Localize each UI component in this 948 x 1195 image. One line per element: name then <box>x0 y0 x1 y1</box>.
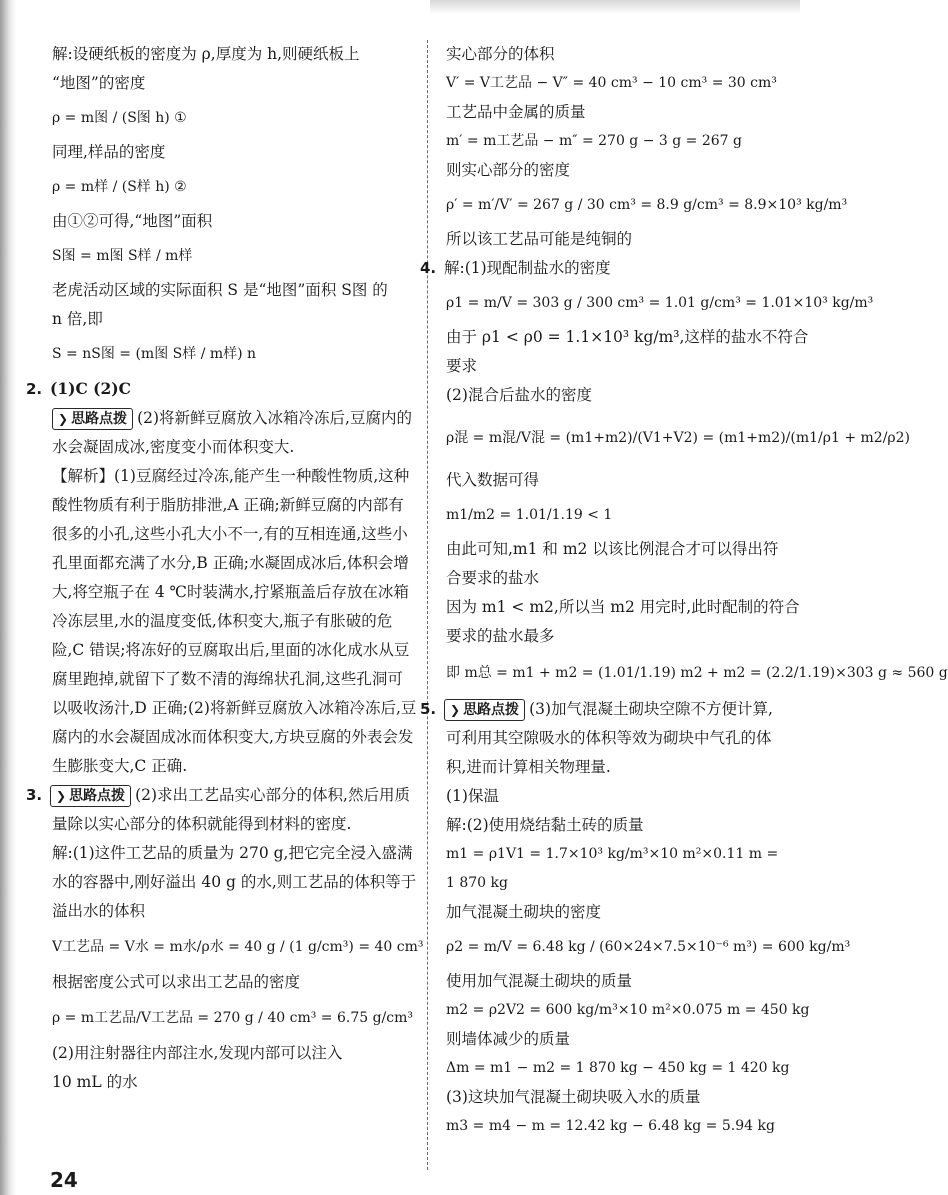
q1-formula: S图 = m图 S样 / m样 <box>52 248 193 264</box>
q5-line: 则墙体减少的质量 <box>446 1030 571 1048</box>
arrow-icon: ❯ <box>56 789 67 803</box>
q1-solution-line: 解:设硬纸板的密度为 ρ,厚度为 h,则硬纸板上 <box>52 45 360 63</box>
q3-text: (2)用注射器往内部注水,发现内部可以注入 <box>52 1044 343 1062</box>
q3-cont-formula: m′ = m工艺品 − m″ = 270 g − 3 g = 267 g <box>446 133 742 149</box>
q4-line: 要求 <box>446 357 478 375</box>
q1-solution-line: 老虎活动区域的实际面积 S 是“地图”面积 S图 的 <box>52 281 388 299</box>
q4-line: 代入数据可得 <box>446 471 540 489</box>
q5-number: 5. <box>420 700 437 718</box>
q5-formula: m3 = m4 − m = 12.42 kg − 6.48 kg = 5.94 kg <box>446 1118 775 1134</box>
q1-formula: ρ = m图 / (S图 h) ① <box>52 110 187 126</box>
q2-answer: 2. (1)C (2)C <box>52 374 417 404</box>
q5-formula: ρ2 = m/V = 6.48 kg / (60×24×7.5×10⁻⁶ m³) = 600 kg/m³ <box>446 939 851 955</box>
q4-line: (2)混合后盐水的密度 <box>446 386 592 404</box>
q1-solution-line: 由①②可得,“地图”面积 <box>52 212 213 230</box>
page-number: 24 <box>50 1168 78 1192</box>
q3-volume-formula: V工艺品 = V水 = m水/ρ水 = 40 g / (1 g/cm³) = 40 cm³ <box>52 939 424 955</box>
q3-solution: 解:(1)这件工艺品的质量为 270 g,把它完全浸入盛满水的容器中,刚好溢出 40 g 的水,则工艺品的体积等于溢出水的体积 <box>52 844 417 920</box>
q4-formula: ρ1 = m/V = 303 g / 300 cm³ = 1.01 g/cm³ = 1.01×10³ kg/m³ <box>446 295 874 311</box>
q5-line: (3)这块加气混凝土砌块吸入水的质量 <box>446 1088 701 1106</box>
q1-solution-line: 同理,样品的密度 <box>52 143 166 161</box>
q5-line: 使用加气混凝土砌块的质量 <box>446 972 633 990</box>
q4-formula: 即 m总 = m1 + m2 = (1.01/1.19) m2 + m2 = (2.2/1.19)×303 g ≈ 560 g <box>446 665 948 681</box>
q3-text: 根据密度公式可以求出工艺品的密度 <box>52 973 301 991</box>
arrow-icon: ❯ <box>58 412 69 426</box>
q1-formula: S = nS图 = (m图 S样 / m样) n <box>52 346 257 362</box>
q1-solution-line: “地图”的密度 <box>52 74 146 92</box>
q5-tip-badge: ❯ 思路点拨 <box>444 699 525 721</box>
q5-line: 加气混凝土砌块的密度 <box>446 903 602 921</box>
q3-hint: 3. ❯ 思路点拨 (2)求出工艺品实心部分的体积,然后用质量除以实心部分的体积就能得到材料的密度. <box>52 781 417 839</box>
q3-text: 10 mL 的水 <box>52 1073 138 1091</box>
q5-formula: 1 870 kg <box>446 875 508 891</box>
q3-density-formula: ρ = m工艺品/V工艺品 = 270 g / 40 cm³ = 6.75 g/cm³ <box>52 1010 413 1026</box>
q3-cont-formula: V′ = V工艺品 − V″ = 40 cm³ − 10 cm³ = 30 cm³ <box>446 75 777 91</box>
q4-line: 由于 ρ1 < ρ0 = 1.1×10³ kg/m³,这样的盐水不符合 <box>446 328 809 346</box>
binding-shadow <box>0 0 16 1195</box>
q4-number: 4. <box>420 259 437 277</box>
q1-solution-line: n 倍,即 <box>52 310 103 328</box>
q4-line: 4. 解:(1)现配制盐水的密度 <box>446 254 786 283</box>
arrow-icon: ❯ <box>450 703 461 717</box>
scan-shadow <box>430 0 800 14</box>
q4-line: 由此可知,m1 和 m2 以该比例混合才可以得出符 <box>446 540 779 558</box>
q2-analysis: 【解析】(1)豆腐经过冷冻,能产生一种酸性物质,这种酸性物质有利于脂肪排泄,A 正确;新鲜豆腐的内部有很多的小孔,这些小孔大小不一,有的互相连通,这些小孔里面都充满了水分,B 正确;水凝固成冰后,体积会增大,将空瓶子在 4 ℃时装满水,拧紧瓶盖后存放在冰箱冷冻层里,水的温度变低,体积变大,瓶子有胀破的危险,C 错误;将冻好的豆腐取出后,里面的冰化成水从豆腐里跑掉,就留下了数不清的海绵状孔洞,这些孔洞可以吸收汤汁,D 正确;(2)将新鲜豆腐放入冰箱冷冻后,豆腐内的水会凝固成冰而体积变大,方块豆腐的外表会发生膨胀变大,C 正确. <box>52 467 417 775</box>
q3-cont-formula: ρ′ = m′/V′ = 267 g / 30 cm³ = 8.9 g/cm³ = 8.9×10³ kg/m³ <box>446 197 848 213</box>
column-divider <box>427 40 428 1170</box>
q5-hint: 5. ❯ 思路点拨 (3)加气混凝土砌块空隙不方便计算,可利用其空隙吸水的体积等效为砌块中气孔的体积,进而计算相关物理量. <box>446 695 786 782</box>
q5-formula: Δm = m1 − m2 = 1 870 kg − 450 kg = 1 420 kg <box>446 1060 790 1076</box>
q5-line: (1)保温 <box>446 787 499 805</box>
q2-hint: ❯ 思路点拨 (2)将新鲜豆腐放入冰箱冷冻后,豆腐内的水会凝固成冰,密度变小而体积变大. <box>52 409 412 456</box>
q2-tip-badge: ❯ 思路点拨 <box>52 408 133 430</box>
q4-formula: m1/m2 = 1.01/1.19 < 1 <box>446 507 613 523</box>
q4-line: 因为 m1 < m2,所以当 m2 用完时,此时配制的符合 <box>446 598 800 616</box>
q5-line: 解:(2)使用烧结黏土砖的质量 <box>446 816 644 834</box>
q5-formula: m1 = ρ1V1 = 1.7×10³ kg/m³×10 m²×0.11 m = <box>446 846 779 862</box>
q4-line: 要求的盐水最多 <box>446 627 555 645</box>
right-column <box>420 40 948 1141</box>
q1-formula: ρ = m样 / (S样 h) ② <box>52 179 187 195</box>
q2-number: 2. <box>26 380 43 398</box>
q3-number: 3. <box>26 786 43 804</box>
left-column <box>26 40 424 1097</box>
q3-cont-line: 所以该工艺品可能是纯铜的 <box>446 230 633 248</box>
q3-cont-line: 实心部分的体积 <box>446 45 555 63</box>
q4-formula: ρ混 = m混/V混 = (m1+m2)/(V1+V2) = (m1+m2)/(m1/ρ1 + m2/ρ2) <box>446 430 911 446</box>
q4-line: 合要求的盐水 <box>446 569 540 587</box>
q3-tip-badge: ❯ 思路点拨 <box>50 785 131 807</box>
q3-cont-line: 则实心部分的密度 <box>446 161 571 179</box>
q5-formula: m2 = ρ2V2 = 600 kg/m³×10 m²×0.075 m = 450 kg <box>446 1002 810 1018</box>
q3-cont-line: 工艺品中金属的质量 <box>446 103 586 121</box>
